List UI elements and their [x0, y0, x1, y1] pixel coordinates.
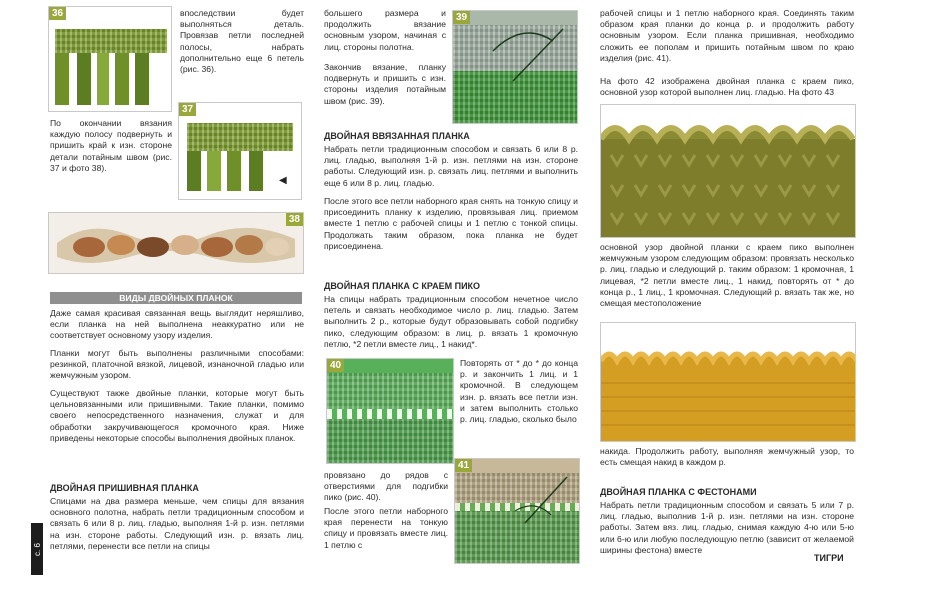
- col1-top-right-text: впоследствии будет выполняться деталь. Провязав петли последней полосы, набрать дополнительно еще 6 петель (рис. 36).: [180, 8, 304, 75]
- col1-left-caption: По окончании вязания каждую полосу подвернуть и пришить край к изн. стороне детали потайным швом (рис. 37 и фото 38).: [50, 118, 172, 173]
- figure-37-stripe: [207, 151, 221, 191]
- photo-43-illustration: [601, 323, 855, 441]
- figure-40: [326, 358, 454, 464]
- figure-37-stripe: [227, 151, 241, 191]
- figure-36-band: [55, 29, 167, 53]
- col3-paragraph-3: накида. Продолжить работу, выполняя жемчужный узор, то есть смещая накид в каждом р.: [600, 446, 854, 468]
- page-number: с. 6: [32, 542, 42, 556]
- figure-39: [452, 10, 578, 124]
- col2-paragraph-3: На спицы набрать традиционным способом нечетное число петель и связать необходимое число р. лиц. гладью. Затем выполнить 2 р., которые будут образовывать собой подгибку пико, следующим образом: в лиц. р. вязать 1 кромочную петлю, *2 петли вместе лиц., 1 накид*.: [324, 294, 578, 349]
- col1-heading-sewn-placket: ДВОЙНАЯ ПРИШИВНАЯ ПЛАНКА: [50, 483, 199, 493]
- col3-heading-scallops: ДВОЙНАЯ ПЛАНКА С ФЕСТОНАМИ: [600, 487, 757, 497]
- col1-paragraph-3: Существуют также двойные планки, которые могут быть цельновязанными или пришивными. Такие планки, помимо своего непосредственного назначения, служат и для обработки закручивающегося кромочного края. Ниже приведены некоторые способы выполнения двойных планок.: [50, 388, 304, 443]
- figure-38-illustration: [49, 213, 303, 273]
- col2-paragraph-2: После этого все петли наборного края снять на тонкую спицу и присоединить планку к изделию, провязывая лиц. приемом вместе 1 петлю с рабочей спицы и 1 петлю с тонкой спицы. Продолжать таким образом, пока планка не будет присоединена.: [324, 196, 578, 251]
- figure-40-top-band: [327, 373, 453, 409]
- col3-paragraph-4: Набрать петли традиционным способом и связать 5 или 7 р. лиц. гладью, выполнив 1-й р. изн. петлями на изн. стороне работы. Затем вяз. лиц. гладью, снимая каждую 4-ю или 5-ю или 6-ю или любую последующую петлю (зависит от желаемой ширины фестона) вместе: [600, 500, 854, 555]
- figure-36: [48, 6, 172, 112]
- photo-42-illustration: [601, 105, 855, 237]
- col2-paragraph-5: После этого петли наборного края перенести на тонкую спицу и провязать вместе лиц. 1 петлю с: [324, 506, 448, 550]
- figure-40-eyelet-row: [327, 409, 453, 419]
- figure-36-stripe: [55, 53, 69, 105]
- figure-37-stripe: [187, 151, 201, 191]
- photo-43: [600, 322, 856, 442]
- col1-paragraph-4: Спицами на два размера меньше, чем спицы для вязания основного полотна, набрать петли традиционным способом и связать 6 или 8 р. лиц. гладью, выполняя 1-й р. изн. петлями на изн. стороне работы. Следующий изн. р. вязать лиц. петлями, перенести все петли на спицы: [50, 496, 304, 551]
- signature: ТИГРИ: [814, 553, 844, 563]
- figure-number: 39: [453, 11, 470, 24]
- figure-39-needle-icon: [453, 11, 577, 123]
- figure-36-stripe: [77, 53, 91, 105]
- figure-37-arrow-icon: ◀: [279, 175, 287, 186]
- section-header-title: ВИДЫ ДВОЙНЫХ ПЛАНОК: [119, 293, 233, 303]
- figure-number: 41: [455, 459, 472, 472]
- col2-paragraph-1: Набрать петли традиционным способом и связать 6 или 8 р. лиц. гладью, выполняя 1-й р. изн. петлями на изн. стороне работы. Следующий изн. р. связать лиц. петлями и выполнить еще 6 или 8 р. лиц. гладью.: [324, 144, 578, 188]
- figure-number: 36: [49, 7, 66, 20]
- figure-36-stripe: [97, 53, 109, 105]
- figure-41: [454, 458, 580, 564]
- figure-number: 40: [327, 359, 344, 372]
- col2-finish-text: Закончив вязание, планку подвернуть и пришить с изн. стороны изделия потайным швом (рис. 39).: [324, 62, 446, 106]
- col2-top-text: большего размера и продолжить вязание основным узором, начиная с лиц. стороны полотна.: [324, 8, 446, 52]
- col2-paragraph-4: провязано до рядов с отверстиями для подгибки пико (рис. 40).: [324, 470, 448, 503]
- figure-36-stripe: [135, 53, 149, 105]
- figure-number: 38: [286, 213, 303, 226]
- figure-37-stripe: [249, 151, 263, 191]
- figure-36-stripe: [115, 53, 129, 105]
- figure-38-photo: [48, 212, 304, 274]
- section-header-bar: [50, 292, 302, 304]
- figure-40-bottom-band: [327, 419, 453, 463]
- figure-41-needle-icon: [455, 459, 579, 563]
- figure-number: 37: [179, 103, 196, 116]
- col3-paragraph-2: основной узор двойной планки с краем пико выполнен жемчужным узором следующим образом: провязать несколько р. лиц. гладью и следующий р. таким образом: 1 кромочная, 1 лицевая, *2 петли вместе лиц., 1 накид, повторять от * до конца р., 1 лиц., 1 кромочная. Следующий р. вязать так же, но смещая местоположение: [600, 242, 854, 309]
- figure-37-band: [187, 123, 293, 151]
- col2-heading-knitted-in: ДВОЙНАЯ ВВЯЗАННАЯ ПЛАНКА: [324, 131, 470, 141]
- col3-photo-text: На фото 42 изображена двойная планка с краем пико, основной узор которой выполнен лиц. гладью. На фото 43: [600, 76, 854, 98]
- figure-37: [178, 102, 302, 200]
- photo-42: [600, 104, 856, 238]
- col1-paragraph-2: Планки могут быть выполнены различными способами: резинкой, платочной вязкой, лицевой, изнаночной гладью или жемчужным узором.: [50, 348, 304, 381]
- col3-top-text: рабочей спицы и 1 петлю наборного края. Соединять таким образом края планки до конца р. и продолжить работу основным узором. Если планка пришивная, необходимо сложить ее пополам и пришить потайным швом по краю изделия (рис. 41).: [600, 8, 854, 63]
- col2-paragraph-3-cont: Повторять от * до * до конца р. и закончить 1 лиц. и 1 кромочной. В следующем изн. р. вязать все петли изн. и затем выполнить столько р. лиц. гладью, сколько было: [460, 358, 578, 425]
- col2-heading-picot: ДВОЙНАЯ ПЛАНКА С КРАЕМ ПИКО: [324, 281, 481, 291]
- col1-paragraph-1: Даже самая красивая связанная вещь выглядит неряшливо, если планка на ней выполнена неаккуратно или не соответствует основному узору изделия.: [50, 308, 304, 341]
- page-number-tab: [31, 523, 43, 575]
